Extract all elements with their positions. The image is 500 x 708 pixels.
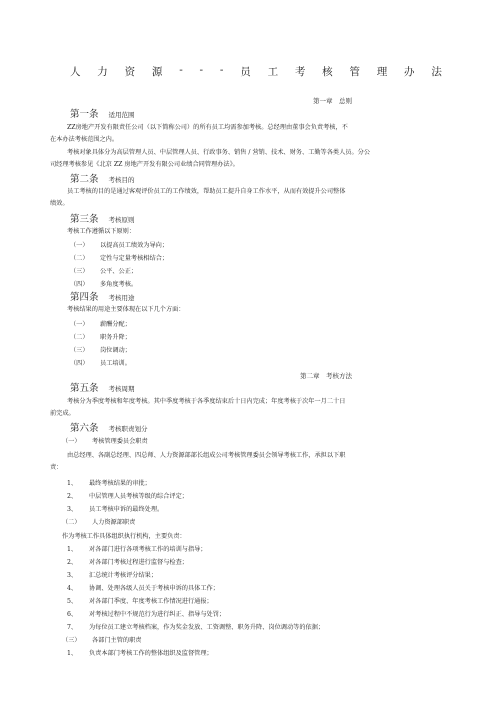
list-text: 公平、公正； <box>100 268 138 275</box>
list-number: 2、 <box>67 559 78 566</box>
section-title: 各部门主管的职责 <box>92 637 142 644</box>
list-item <box>70 333 131 342</box>
list-text: 为每位员工建立考核档案，作为奖金发放、工资调整、职务升降、岗位调动等的依据； <box>89 624 325 631</box>
section-heading <box>62 636 142 645</box>
list-number: 5、 <box>67 598 78 605</box>
chapter-heading: 第二章 考核方法 <box>300 372 352 380</box>
list-text: 对各部门进行各项考核工作的培训与指导； <box>89 546 207 553</box>
article-label: 第四条 <box>70 292 99 303</box>
list-item <box>70 320 131 329</box>
list-number: 1、 <box>67 546 78 553</box>
title-char: 核 <box>322 66 333 78</box>
list-text: 最终考核结果的审批； <box>89 480 151 487</box>
section-heading <box>62 518 135 527</box>
paragraph-line: 责： <box>50 464 63 471</box>
paragraph-line: 由总经理、各副总经理、四总师、人力资源部部长组成公司考核管理委员会领导考核工作，承担以下职 <box>67 452 346 459</box>
paragraph-line: 考核结果的用途主要体现在以下几个方面： <box>67 306 185 313</box>
list-item <box>70 241 168 250</box>
list-item <box>70 346 131 355</box>
article-subtitle: 考核职责划分 <box>108 425 148 433</box>
title-char: 考 <box>294 66 306 78</box>
paragraph-line: 考核对象具体分为高层管理人员、中层管理人员、行政事务、销售 / 营销、技术、财务、工勤等各类人员。分公 <box>67 149 371 156</box>
paragraph-line: ZZ房地产开发有限责任公司（以下简称公司）的所有员工均需参加考核。总经理由董事会负责考核，不 <box>67 124 348 131</box>
title-char: 资 <box>124 66 136 78</box>
chapter-heading: 第一章 总则 <box>313 97 352 105</box>
list-text: 对各部门考核过程进行监督与检查； <box>89 559 188 566</box>
paragraph-line: 考核分为季度考核和年度考核。其中季度考核于各季度结束后十日内完成；年度考核于次年一月二十日 <box>67 398 346 405</box>
list-text: 定性与定量考核相结合； <box>100 255 169 262</box>
title-char: - <box>219 64 224 76</box>
list-item <box>70 359 131 368</box>
list-item <box>67 571 157 580</box>
article-heading <box>70 106 135 120</box>
list-text: 对考核过程中不规范行为进行纠正、指导与处罚； <box>89 611 226 618</box>
section-heading <box>62 437 148 446</box>
title-char: - <box>179 64 183 76</box>
list-item <box>67 597 213 606</box>
section-title: 考核管理委员会职责 <box>92 438 148 445</box>
list-item <box>67 623 324 632</box>
list-text: 多角度考核。 <box>100 281 138 288</box>
list-number: 3、 <box>67 572 78 579</box>
section-title: 人力资源部职责 <box>92 519 136 526</box>
title-char: 人 <box>70 66 81 78</box>
title-char: 员 <box>240 66 251 78</box>
list-item <box>67 479 151 488</box>
paragraph-line: 司经理考核参见《北京 ZZ 房地产开发有限公司业绩合同管理办法》。 <box>50 161 239 168</box>
section-number: （二） <box>62 519 81 526</box>
list-number: （二） <box>70 334 89 341</box>
list-text: 岗位调动； <box>100 347 131 354</box>
title-char: 工 <box>267 66 279 78</box>
list-item <box>67 584 219 593</box>
paragraph-line: 员工考核的目的是通过客观评价员工的工作绩效，帮助员工提升自身工作水平，从而有效提升公司整体 <box>67 188 346 195</box>
list-text: 汇总统计考核评分结果； <box>89 572 158 579</box>
article-heading <box>70 420 148 434</box>
article-subtitle: 考核周期 <box>108 385 135 393</box>
section-number: （三） <box>62 637 81 644</box>
list-item <box>67 610 225 619</box>
list-text: 对各部门季度、年度考核工作情况进行通报； <box>89 598 213 605</box>
article-heading <box>70 171 135 185</box>
list-item <box>67 545 207 554</box>
article-heading <box>70 289 135 303</box>
paragraph-line: 前完成。 <box>50 410 75 417</box>
article-subtitle: 适用范围 <box>108 111 135 119</box>
list-text: 职务升降； <box>100 334 131 341</box>
list-item <box>67 505 163 514</box>
section-number: （一） <box>62 438 81 445</box>
list-number: （一） <box>70 321 89 328</box>
paragraph-line: 绩效。 <box>50 200 69 207</box>
list-item <box>67 492 188 501</box>
list-number: （一） <box>70 242 89 249</box>
paragraph-line: 作为考核工作具体组织执行机构，主要负责： <box>62 533 186 540</box>
article-label: 第一条 <box>70 109 99 120</box>
list-text: 以提高员工绩效为导向； <box>100 242 169 249</box>
list-text: 中层管理人员考核等级的综合评定； <box>89 493 188 500</box>
article-label: 第三条 <box>70 214 99 225</box>
article-subtitle: 考核用途 <box>108 294 135 302</box>
list-item <box>70 267 137 276</box>
article-label: 第六条 <box>70 423 99 434</box>
list-item <box>70 280 137 289</box>
list-number: （四） <box>70 360 89 367</box>
list-item <box>67 558 188 567</box>
title-char: 源 <box>151 66 163 78</box>
list-number: （三） <box>70 347 89 354</box>
document-title <box>70 64 442 79</box>
article-label: 第五条 <box>70 383 99 394</box>
list-number: 4、 <box>67 585 78 592</box>
list-text: 薪酬分配； <box>100 321 131 328</box>
list-number: 7、 <box>67 624 78 631</box>
list-text: 员工考核申诉的最终处理。 <box>89 506 164 513</box>
list-number: 3、 <box>67 506 78 513</box>
article-label: 第二条 <box>70 174 99 185</box>
article-heading <box>70 211 135 225</box>
article-subtitle: 考核目的 <box>108 176 135 184</box>
list-number: （三） <box>70 268 89 275</box>
article-heading <box>70 380 135 394</box>
list-text: 员工培训。 <box>100 360 131 367</box>
list-text: 协调、处理各级人员关于考核申诉的具体工作； <box>89 585 219 592</box>
title-char: 办 <box>404 66 415 78</box>
list-text: 负责本部门考核工作的整体组织及监督管理； <box>89 650 213 657</box>
list-number: 6、 <box>67 611 78 618</box>
list-number: 2、 <box>67 493 78 500</box>
title-char: 管 <box>349 66 360 78</box>
paragraph-line: 在本办法考核范围之内。 <box>50 136 119 143</box>
article-subtitle: 考核原则 <box>108 216 135 224</box>
list-number: 1、 <box>67 480 78 487</box>
list-number: 1、 <box>67 650 78 657</box>
list-item <box>67 649 213 658</box>
title-char: - <box>199 64 204 76</box>
title-char: 法 <box>431 66 442 78</box>
title-char: 理 <box>376 66 388 78</box>
paragraph-line: 考核工作遵循以下原则： <box>67 228 136 235</box>
list-item <box>70 254 168 263</box>
title-char: 力 <box>97 66 108 78</box>
list-number: （二） <box>70 255 89 262</box>
list-number: （四） <box>70 281 89 288</box>
